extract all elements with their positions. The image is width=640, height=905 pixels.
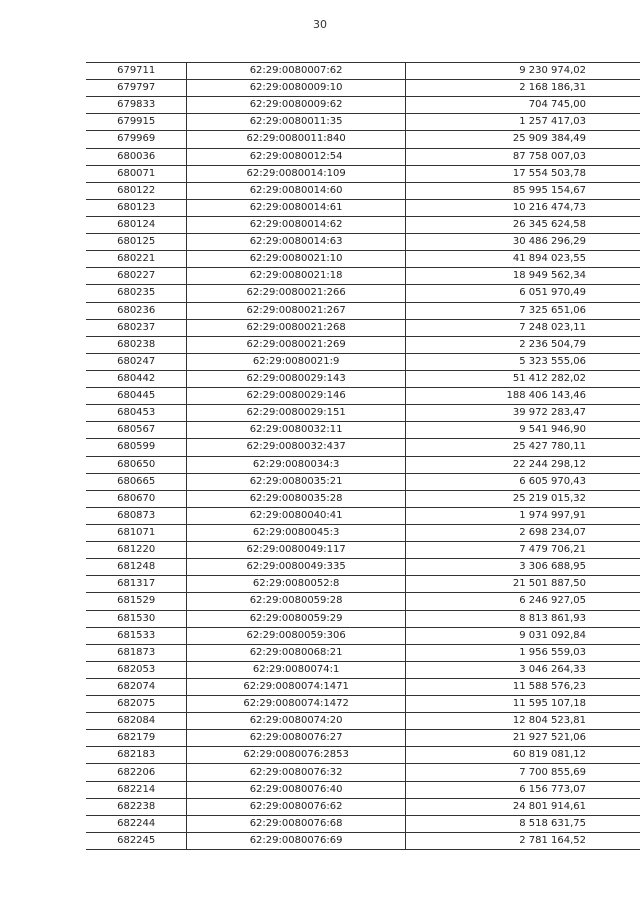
- cadastral-value-cell: 18 949 562,34: [405, 268, 640, 285]
- cadastral-number-cell: 62:29:0080045:3: [187, 524, 405, 541]
- table-row: [86, 63, 640, 80]
- table-row: [86, 148, 640, 165]
- cadastral-number-cell: 62:29:0080076:32: [187, 764, 405, 781]
- row-number-cell: 680650: [86, 456, 187, 473]
- table-row: [86, 832, 640, 849]
- row-number-cell: 680036: [86, 148, 187, 165]
- table-row: [86, 781, 640, 798]
- table-row: [86, 268, 640, 285]
- table-row: [86, 678, 640, 695]
- cadastral-value-cell: 7 700 855,69: [405, 764, 640, 781]
- cadastral-value-cell: 1 974 997,91: [405, 507, 640, 524]
- cadastral-number-cell: 62:29:0080076:69: [187, 832, 405, 849]
- cadastral-number-cell: 62:29:0080059:29: [187, 610, 405, 627]
- table-row: [86, 388, 640, 405]
- cadastral-value-cell: 21 501 887,50: [405, 576, 640, 593]
- cadastral-value-cell: 60 819 081,12: [405, 747, 640, 764]
- cadastral-number-cell: 62:29:0080076:27: [187, 730, 405, 747]
- row-number-cell: 680235: [86, 285, 187, 302]
- cadastral-number-cell: 62:29:0080059:306: [187, 627, 405, 644]
- table-row: [86, 456, 640, 473]
- cadastral-value-cell: 26 345 624,58: [405, 216, 640, 233]
- cadastral-value-cell: 9 031 092,84: [405, 627, 640, 644]
- cadastral-value-cell: 22 244 298,12: [405, 456, 640, 473]
- row-number-cell: 682084: [86, 713, 187, 730]
- row-number-cell: 680453: [86, 405, 187, 422]
- cadastral-value-cell: 39 972 283,47: [405, 405, 640, 422]
- cadastral-value-cell: 3 306 688,95: [405, 559, 640, 576]
- row-number-cell: 682074: [86, 678, 187, 695]
- row-number-cell: 681220: [86, 542, 187, 559]
- cadastral-number-cell: 62:29:0080052:8: [187, 576, 405, 593]
- cadastral-value-cell: 5 323 555,06: [405, 353, 640, 370]
- cadastral-number-cell: 62:29:0080035:28: [187, 490, 405, 507]
- table-row: [86, 370, 640, 387]
- row-number-cell: 682053: [86, 661, 187, 678]
- table-row: [86, 216, 640, 233]
- table-body: [86, 63, 640, 850]
- table-row: [86, 524, 640, 541]
- cadastral-number-cell: 62:29:0080076:68: [187, 815, 405, 832]
- registry-table: [86, 62, 640, 850]
- row-number-cell: 680125: [86, 234, 187, 251]
- cadastral-number-cell: 62:29:0080074:1472: [187, 696, 405, 713]
- table-row: [86, 234, 640, 251]
- cadastral-value-cell: 7 479 706,21: [405, 542, 640, 559]
- cadastral-number-cell: 62:29:0080009:62: [187, 97, 405, 114]
- cadastral-value-cell: 9 230 974,02: [405, 63, 640, 80]
- cadastral-number-cell: 62:29:0080076:62: [187, 798, 405, 815]
- cadastral-value-cell: 11 588 576,23: [405, 678, 640, 695]
- cadastral-number-cell: 62:29:0080021:18: [187, 268, 405, 285]
- table-row: [86, 353, 640, 370]
- cadastral-number-cell: 62:29:0080029:146: [187, 388, 405, 405]
- table-row: [86, 251, 640, 268]
- cadastral-value-cell: 87 758 007,03: [405, 148, 640, 165]
- row-number-cell: 682206: [86, 764, 187, 781]
- cadastral-number-cell: 62:29:0080021:9: [187, 353, 405, 370]
- cadastral-number-cell: 62:29:0080011:35: [187, 114, 405, 131]
- cadastral-number-cell: 62:29:0080021:10: [187, 251, 405, 268]
- cadastral-number-cell: 62:29:0080014:109: [187, 165, 405, 182]
- cadastral-number-cell: 62:29:0080014:63: [187, 234, 405, 251]
- table-row: [86, 661, 640, 678]
- table-row: [86, 97, 640, 114]
- row-number-cell: 682244: [86, 815, 187, 832]
- cadastral-number-cell: 62:29:0080014:62: [187, 216, 405, 233]
- row-number-cell: 680237: [86, 319, 187, 336]
- table-row: [86, 131, 640, 148]
- table-row: [86, 507, 640, 524]
- cadastral-value-cell: 704 745,00: [405, 97, 640, 114]
- row-number-cell: 682238: [86, 798, 187, 815]
- row-number-cell: 679711: [86, 63, 187, 80]
- cadastral-value-cell: 7 248 023,11: [405, 319, 640, 336]
- row-number-cell: 680567: [86, 422, 187, 439]
- table-row: [86, 285, 640, 302]
- row-number-cell: 680221: [86, 251, 187, 268]
- cadastral-number-cell: 62:29:0080076:2853: [187, 747, 405, 764]
- cadastral-value-cell: 25 219 015,32: [405, 490, 640, 507]
- cadastral-number-cell: 62:29:0080068:21: [187, 644, 405, 661]
- cadastral-value-cell: 6 605 970,43: [405, 473, 640, 490]
- row-number-cell: 681533: [86, 627, 187, 644]
- row-number-cell: 682245: [86, 832, 187, 849]
- row-number-cell: 680124: [86, 216, 187, 233]
- table-row: [86, 627, 640, 644]
- cadastral-value-cell: 85 995 154,67: [405, 182, 640, 199]
- cadastral-number-cell: 62:29:0080021:269: [187, 336, 405, 353]
- row-number-cell: 679915: [86, 114, 187, 131]
- cadastral-value-cell: 3 046 264,33: [405, 661, 640, 678]
- cadastral-value-cell: 2 698 234,07: [405, 524, 640, 541]
- cadastral-number-cell: 62:29:0080035:21: [187, 473, 405, 490]
- cadastral-value-cell: 1 956 559,03: [405, 644, 640, 661]
- table-row: [86, 165, 640, 182]
- row-number-cell: 680238: [86, 336, 187, 353]
- table-row: [86, 199, 640, 216]
- row-number-cell: 680227: [86, 268, 187, 285]
- row-number-cell: 680665: [86, 473, 187, 490]
- cadastral-number-cell: 62:29:0080014:60: [187, 182, 405, 199]
- table-row: [86, 114, 640, 131]
- cadastral-value-cell: 17 554 503,78: [405, 165, 640, 182]
- cadastral-number-cell: 62:29:0080076:40: [187, 781, 405, 798]
- cadastral-number-cell: 62:29:0080032:437: [187, 439, 405, 456]
- table-row: [86, 798, 640, 815]
- table-row: [86, 730, 640, 747]
- row-number-cell: 680445: [86, 388, 187, 405]
- cadastral-value-cell: 7 325 651,06: [405, 302, 640, 319]
- row-number-cell: 682179: [86, 730, 187, 747]
- cadastral-value-cell: 2 236 504,79: [405, 336, 640, 353]
- row-number-cell: 680123: [86, 199, 187, 216]
- cadastral-value-cell: 24 801 914,61: [405, 798, 640, 815]
- cadastral-value-cell: 25 909 384,49: [405, 131, 640, 148]
- cadastral-value-cell: 21 927 521,06: [405, 730, 640, 747]
- table-row: [86, 696, 640, 713]
- table-row: [86, 764, 640, 781]
- cadastral-number-cell: 62:29:0080074:1471: [187, 678, 405, 695]
- cadastral-number-cell: 62:29:0080012:54: [187, 148, 405, 165]
- cadastral-number-cell: 62:29:0080007:62: [187, 63, 405, 80]
- table-row: [86, 593, 640, 610]
- cadastral-number-cell: 62:29:0080021:266: [187, 285, 405, 302]
- row-number-cell: 680670: [86, 490, 187, 507]
- row-number-cell: 681529: [86, 593, 187, 610]
- cadastral-value-cell: 12 804 523,81: [405, 713, 640, 730]
- row-number-cell: 680236: [86, 302, 187, 319]
- table-row: [86, 302, 640, 319]
- row-number-cell: 682183: [86, 747, 187, 764]
- table-row: [86, 644, 640, 661]
- table-row: [86, 422, 640, 439]
- row-number-cell: 680071: [86, 165, 187, 182]
- page-number: 30: [313, 18, 327, 31]
- cadastral-value-cell: 6 246 927,05: [405, 593, 640, 610]
- table-row: [86, 405, 640, 422]
- cadastral-value-cell: 2 781 164,52: [405, 832, 640, 849]
- cadastral-number-cell: 62:29:0080049:117: [187, 542, 405, 559]
- cadastral-number-cell: 62:29:0080029:151: [187, 405, 405, 422]
- row-number-cell: 681530: [86, 610, 187, 627]
- row-number-cell: 681317: [86, 576, 187, 593]
- row-number-cell: 680873: [86, 507, 187, 524]
- cadastral-number-cell: 62:29:0080009:10: [187, 80, 405, 97]
- cadastral-number-cell: 62:29:0080074:20: [187, 713, 405, 730]
- row-number-cell: 680442: [86, 370, 187, 387]
- table-row: [86, 576, 640, 593]
- cadastral-number-cell: 62:29:0080021:267: [187, 302, 405, 319]
- cadastral-value-cell: 9 541 946,90: [405, 422, 640, 439]
- cadastral-number-cell: 62:29:0080049:335: [187, 559, 405, 576]
- row-number-cell: 680247: [86, 353, 187, 370]
- cadastral-number-cell: 62:29:0080021:268: [187, 319, 405, 336]
- table-row: [86, 559, 640, 576]
- table-row: [86, 336, 640, 353]
- cadastral-value-cell: 8 813 861,93: [405, 610, 640, 627]
- table-row: [86, 490, 640, 507]
- row-number-cell: 681248: [86, 559, 187, 576]
- table-row: [86, 713, 640, 730]
- cadastral-value-cell: 1 257 417,03: [405, 114, 640, 131]
- row-number-cell: 681873: [86, 644, 187, 661]
- row-number-cell: 679833: [86, 97, 187, 114]
- row-number-cell: 682075: [86, 696, 187, 713]
- row-number-cell: 682214: [86, 781, 187, 798]
- cadastral-number-cell: 62:29:0080014:61: [187, 199, 405, 216]
- cadastral-number-cell: 62:29:0080059:28: [187, 593, 405, 610]
- cadastral-number-cell: 62:29:0080029:143: [187, 370, 405, 387]
- cadastral-number-cell: 62:29:0080074:1: [187, 661, 405, 678]
- table-row: [86, 542, 640, 559]
- cadastral-value-cell: 6 156 773,07: [405, 781, 640, 798]
- table-row: [86, 610, 640, 627]
- cadastral-value-cell: 188 406 143,46: [405, 388, 640, 405]
- table-row: [86, 182, 640, 199]
- cadastral-value-cell: 11 595 107,18: [405, 696, 640, 713]
- table-row: [86, 80, 640, 97]
- row-number-cell: 680122: [86, 182, 187, 199]
- row-number-cell: 679797: [86, 80, 187, 97]
- cadastral-value-cell: 6 051 970,49: [405, 285, 640, 302]
- row-number-cell: 680599: [86, 439, 187, 456]
- cadastral-value-cell: 10 216 474,73: [405, 199, 640, 216]
- row-number-cell: 679969: [86, 131, 187, 148]
- cadastral-value-cell: 41 894 023,55: [405, 251, 640, 268]
- row-number-cell: 681071: [86, 524, 187, 541]
- table-row: [86, 439, 640, 456]
- cadastral-number-cell: 62:29:0080040:41: [187, 507, 405, 524]
- cadastral-value-cell: 25 427 780,11: [405, 439, 640, 456]
- table-row: [86, 815, 640, 832]
- cadastral-number-cell: 62:29:0080032:11: [187, 422, 405, 439]
- table-row: [86, 473, 640, 490]
- table-row: [86, 319, 640, 336]
- cadastral-number-cell: 62:29:0080034:3: [187, 456, 405, 473]
- cadastral-number-cell: 62:29:0080011:840: [187, 131, 405, 148]
- cadastral-value-cell: 2 168 186,31: [405, 80, 640, 97]
- cadastral-value-cell: 8 518 631,75: [405, 815, 640, 832]
- cadastral-value-cell: 30 486 296,29: [405, 234, 640, 251]
- cadastral-value-cell: 51 412 282,02: [405, 370, 640, 387]
- table-row: [86, 747, 640, 764]
